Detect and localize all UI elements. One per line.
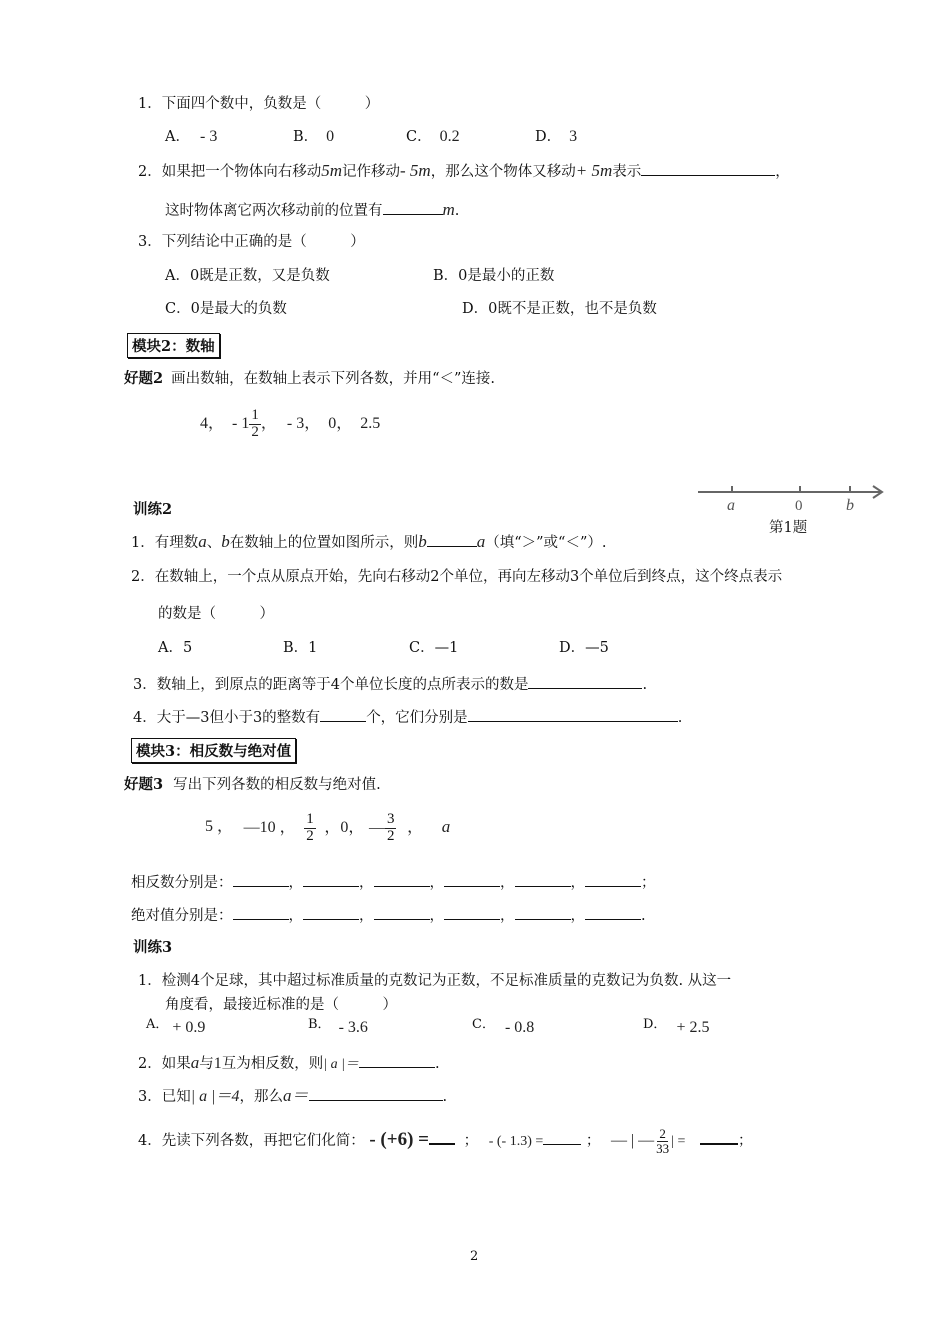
opp-blank-6[interactable] — [585, 872, 641, 887]
q1-option-c: C． 0.2 — [406, 128, 460, 145]
good2-numbers: 4， - 1 $\frac{1}{2}$ ， - 3， 0， 2.5 — [200, 407, 381, 440]
train3-q1-line1: 1．检测4个足球，其中超过标准质量的克数记为正数，不足标准质量的克数记为负数. 从这一 — [138, 973, 732, 989]
q1-option-a: A． - 3 — [165, 128, 218, 145]
train2-q2-option-b: B．1 — [283, 640, 318, 656]
module2-heading: 模块2：数轴 — [127, 333, 220, 358]
train2-q2-option-c: C．—1 — [409, 640, 459, 656]
abs-blank-2[interactable] — [303, 905, 359, 920]
train3-q2: 2．如果a与1互为相反数，则| a |＝ . — [138, 1053, 440, 1072]
train2-q1-blank[interactable] — [427, 532, 477, 547]
train3-q1-option-d: D． + 2.5 — [643, 1017, 710, 1036]
train3-q1-option-a: A． + 0.9 — [146, 1017, 206, 1036]
train3-q4: 4．先读下列各数，再把它们化简： - (+6) = ； - (- 1.3) = ； — | — $\frac{2}{33}$ | = ； — [138, 1126, 753, 1156]
train3-q2-blank[interactable] — [359, 1053, 435, 1068]
abs-blank-4[interactable] — [444, 905, 500, 920]
abs-blank-6[interactable] — [585, 905, 641, 920]
module3-heading: 模块3：相反数与绝对值 — [131, 738, 296, 763]
opp-blank-3[interactable] — [374, 872, 430, 887]
opp-blank-2[interactable] — [303, 872, 359, 887]
opp-blank-4[interactable] — [444, 872, 500, 887]
train3-q4-blank-2[interactable] — [543, 1130, 581, 1145]
fraction-one-half-b: $\frac{1}{2}$ — [306, 811, 314, 844]
train3-q3-blank[interactable] — [309, 1086, 443, 1101]
q2-line2: 这时物体离它两次移动前的位置有 m. — [165, 200, 460, 219]
q1-stem: 1．下面四个数中，负数是（ ） — [138, 96, 380, 112]
train2-q3-blank[interactable] — [528, 674, 642, 689]
abs-blank-3[interactable] — [374, 905, 430, 920]
q1-option-d: D． 3 — [535, 128, 578, 145]
q2-blank-1[interactable] — [641, 161, 775, 176]
train3-q1-line2: 角度看，最接近标准的是（ ） — [165, 997, 397, 1013]
number-line-label-a: a — [727, 497, 735, 514]
train2-q4: 4．大于—3但小于3的整数有 个，它们分别是 . — [133, 707, 682, 727]
train2-q4-blank-2[interactable] — [468, 707, 678, 722]
train2-q4-blank-1[interactable] — [320, 707, 366, 722]
page-number: 2 — [470, 1249, 479, 1264]
train2-q3: 3．数轴上，到原点的距离等于4个单位长度的点所表示的数是 . — [133, 674, 647, 694]
number-line-figure — [690, 480, 890, 520]
good2-line: 好题2 画出数轴，在数轴上表示下列各数，并用“＜”连接. — [124, 370, 496, 387]
opp-blank-5[interactable] — [515, 872, 571, 887]
train2-heading: 训练2 — [133, 501, 173, 518]
train3-heading: 训练3 — [133, 939, 173, 956]
q3-option-d: D．0既不是正数，也不是负数 — [462, 301, 657, 317]
train3-q1-option-c: C． - 0.8 — [472, 1017, 535, 1036]
opp-blank-1[interactable] — [233, 872, 289, 887]
train3-q4-blank-3[interactable] — [700, 1129, 738, 1145]
abs-blank-1[interactable] — [233, 905, 289, 920]
figure-caption: 第1题 — [769, 520, 808, 536]
q2-blank-2[interactable] — [383, 200, 443, 215]
q3-option-c: C．0是最大的负数 — [165, 301, 287, 317]
fraction-three-halves: $\frac{3}{2}$ — [386, 811, 395, 844]
good3-numbers: 5 ， —10 ， $\frac{1}{2}$ ，0， — $\frac{3}{2}$ ， a — [205, 811, 451, 844]
absolute-values-row: 绝对值分别是： ， ， ， ， ， . — [131, 905, 646, 925]
fraction-two-thirtythirds: $\frac{2}{33}$ — [656, 1126, 670, 1156]
train3-q4-blank-1[interactable] — [429, 1129, 455, 1145]
train3-q3: 3．已知| a |＝4，那么a＝ . — [138, 1086, 448, 1105]
train2-q2-line1: 2．在数轴上，一个点从原点开始，先向右移动2个单位，再向左移动3个单位后到终点，这个终点表示 — [131, 569, 783, 585]
number-line-label-zero: 0 — [795, 498, 803, 514]
q1-option-b: B． 0 — [293, 128, 335, 145]
train2-q1: 1．有理数a、b在数轴上的位置如图所示，则b a（填“＞”或“＜”）. — [131, 532, 607, 551]
train2-q2-option-d: D．—5 — [559, 640, 609, 656]
number-line-label-b: b — [846, 497, 854, 514]
train2-q2-line2: 的数是（ ） — [158, 606, 274, 622]
good3-line: 好题3 写出下列各数的相反数与绝对值. — [124, 776, 381, 793]
train2-q2-option-a: A．5 — [158, 640, 193, 656]
abs-blank-5[interactable] — [515, 905, 571, 920]
opposites-row: 相反数分别是： ， ， ， ， ， ； — [131, 872, 656, 892]
q3-stem: 3．下列结论中正确的是（ ） — [138, 234, 365, 250]
q3-option-a: A．0既是正数，又是负数 — [165, 268, 330, 284]
fraction-one-half: $\frac{1}{2}$ — [251, 407, 259, 440]
train3-q1-option-b: B． - 3.6 — [308, 1017, 368, 1036]
q3-option-b: B．0是最小的正数 — [433, 268, 555, 284]
q2-line1: 2．如果把一个物体向右移动5m记作移动- 5m，那么这个物体又移动+ 5m表示 ， — [138, 161, 790, 180]
